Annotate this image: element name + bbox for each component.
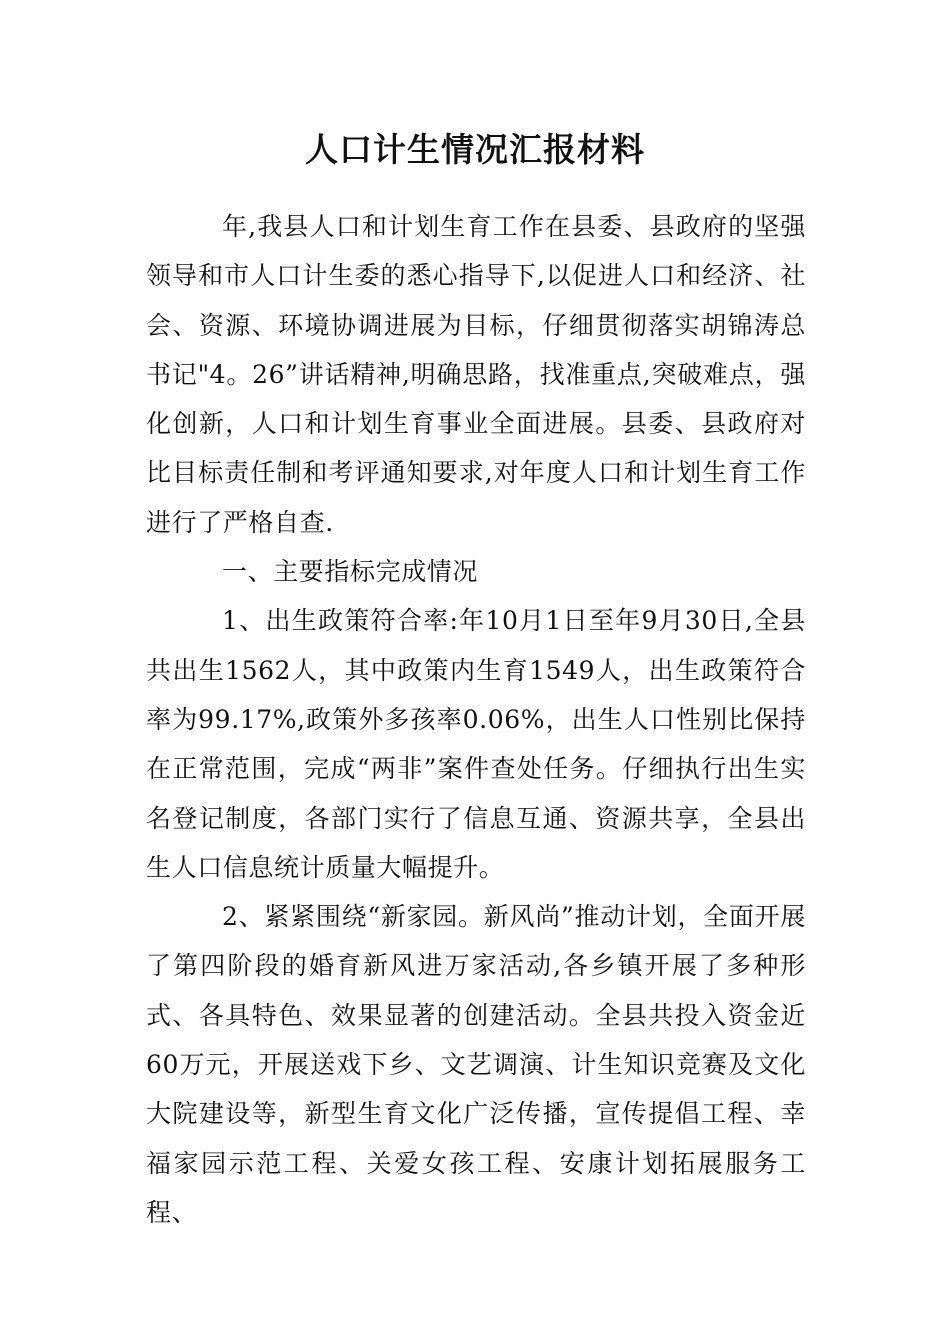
paragraph-new-home-new-custom: 2、紧紧围绕“新家园。新风尚”推动计划，全面开展了第四阶段的婚育新风进万家活动,各乡镇开展了多种形式、各具特色、效果显著的创建活动。全县共投入资金近60万元，开展送戏下乡、文艺调演、计生知识竞赛及文化大院建设等，新型生育文化广泛传播，宣传提倡工程、幸福家园示范工程、关爱女孩工程、安康计划拓展服务工程、	[146, 902, 806, 1227]
section-heading-main-indicators: 一、主要指标完成情况	[222, 557, 479, 587]
document-title: 人口计生情况汇报材料	[305, 130, 645, 169]
document-body	[146, 202, 806, 1237]
paragraph-birth-policy-rate: 1、出生政策符合率:年10月1日至年9月30日,全县共出生1562人，其中政策内生育1549人，出生政策符合率为99.17%,政策外多孩率0.06%，出生人口性别比保持在正常范围，完成“两非”案件查处任务。仔细执行出生实名登记制度，各部门实行了信息互通、资源共享，全县出生人口信息统计质量大幅提升。	[146, 606, 806, 882]
paragraph-intro: 年,我县人口和计划生育工作在县委、县政府的坚强领导和市人口计生委的悉心指导下,以促进人口和经济、社会、资源、环境协调进展为目标，仔细贯彻落实胡锦涛总书记"4。26”讲话精神,明确思路，找准重点,突破难点，强化创新，人口和计划生育事业全面进展。县委、县政府对比目标责任制和考评通知要求,对年度人口和计划生育工作进行了严格自查.	[146, 212, 806, 537]
